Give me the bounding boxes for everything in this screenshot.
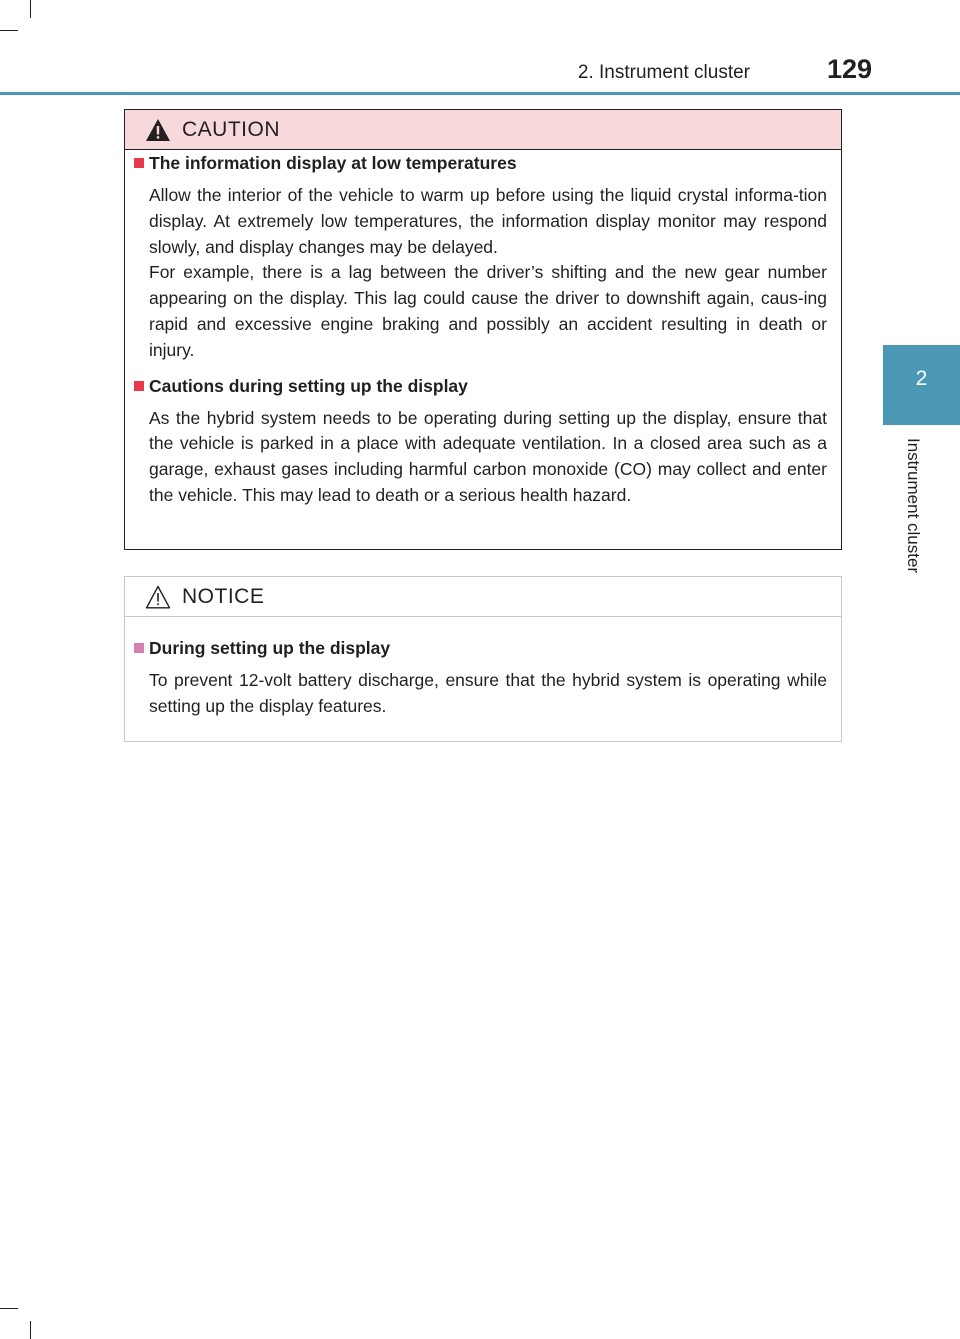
paragraph: To prevent 12-volt battery discharge, ensure that the hybrid system is operating while setting up the display features. <box>149 670 827 716</box>
crop-mark <box>30 1321 31 1339</box>
chapter-tab <box>883 345 960 425</box>
caution-item-title: The information display at low temperatures <box>149 153 517 173</box>
notice-title: NOTICE <box>182 585 265 608</box>
warning-triangle-icon <box>145 118 171 142</box>
bullet-square <box>134 158 144 168</box>
crop-mark <box>0 30 18 31</box>
paragraph: Allow the interior of the vehicle to warm up before using the liquid crystal informa-tion display. At extremely low temperatures, the information display monitor may respond slowly, and display changes may be delayed. <box>149 185 827 257</box>
caution-item <box>134 150 827 364</box>
notice-item-heading <box>134 635 827 661</box>
header-rule <box>0 92 960 95</box>
section-title: 2. Instrument cluster <box>577 62 750 83</box>
caution-title: CAUTION <box>182 118 280 141</box>
caution-header <box>125 110 841 150</box>
paragraph: As the hybrid system needs to be operating during setting up the display, ensure that the vehicle is parked in a place with adequate ventilation. In a closed area such as a garage, exhaust gases including harmful carbon monoxide (CO) may collect and enter the vehicle. This may lead to death or a serious health hazard. <box>149 407 827 505</box>
chapter-number: 2 <box>915 367 928 390</box>
notice-item-title: During setting up the display <box>149 638 391 658</box>
bullet-square <box>134 381 144 391</box>
notice-header <box>125 577 841 617</box>
notice-box <box>124 576 842 742</box>
crop-mark <box>30 0 31 18</box>
caution-item-title: Cautions during setting up the display <box>149 375 468 396</box>
page-number: 129 <box>826 54 872 84</box>
caution-item-heading <box>134 150 827 176</box>
notice-item-body <box>134 668 827 720</box>
chapter-label: Instrument cluster <box>904 438 923 574</box>
caution-item-body <box>134 183 827 364</box>
crop-mark <box>0 1308 18 1309</box>
caution-box <box>124 109 842 550</box>
caution-item-heading <box>134 373 827 399</box>
caution-item-body <box>134 406 827 509</box>
caution-item <box>134 373 827 509</box>
bullet-square <box>134 643 144 653</box>
paragraph: For example, there is a lag between the driver’s shifting and the new gear number appearing on the display. This lag could cause the driver to downshift again, caus-ing rapid and excessive engine braking and possibly an accident resulting in death or injury. <box>149 262 827 360</box>
warning-triangle-outline-icon <box>145 585 171 609</box>
notice-item <box>134 635 827 720</box>
